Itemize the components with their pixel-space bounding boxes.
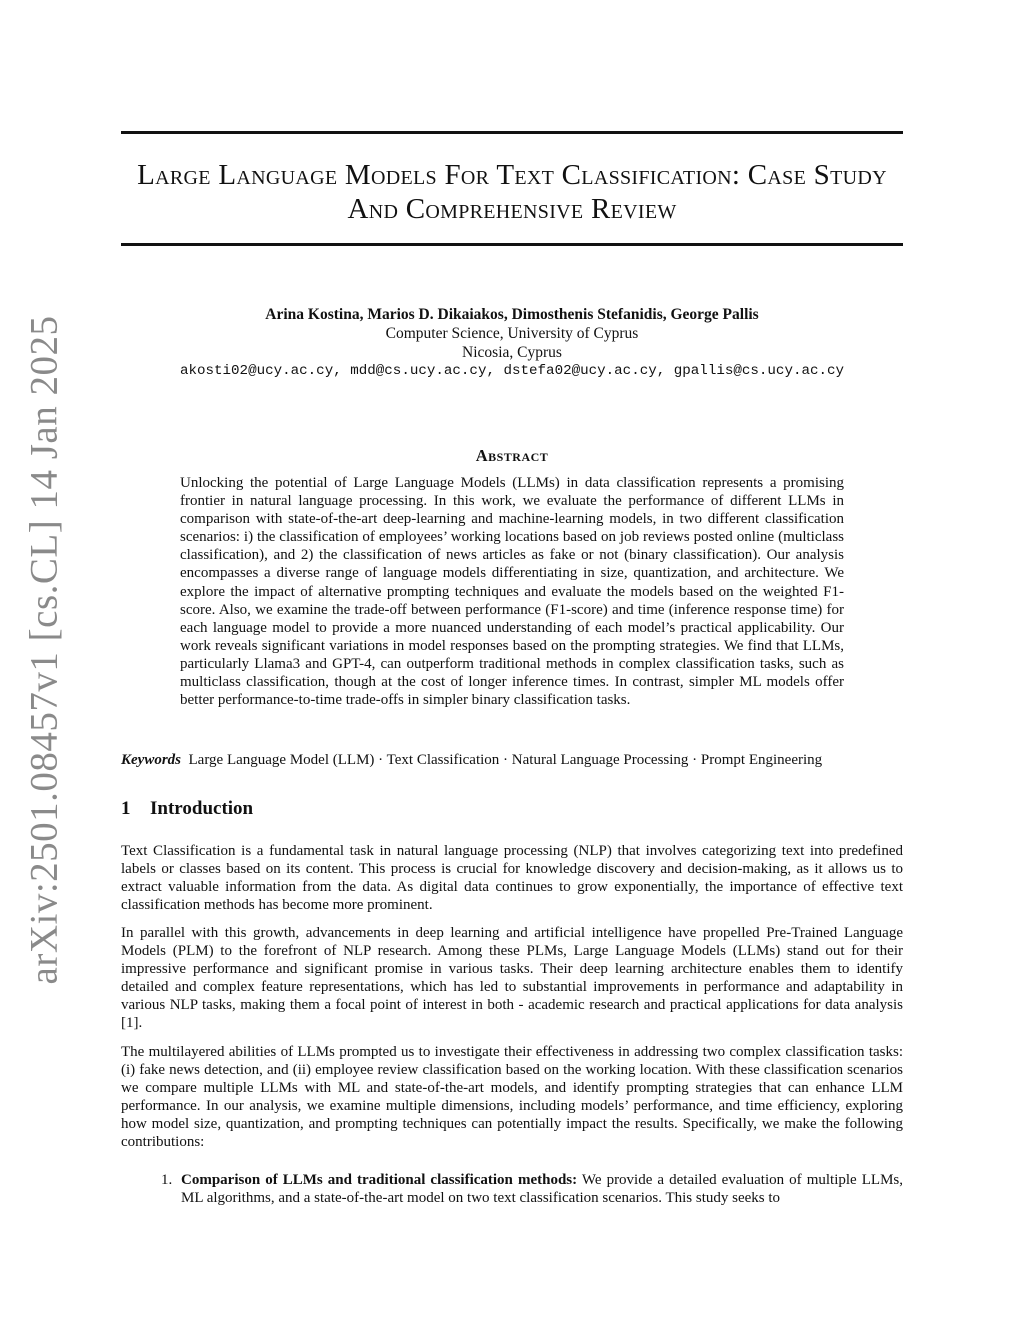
keywords-line: [121, 751, 903, 770]
intro-paragraph: In parallel with this growth, advancements in deep learning and artificial intelligence have propelled Pre-Trained Language Models (PLM) to the forefront of NLP research. Among these PLMs, Large Language Models (LLMs) stand out for their impressive performance and significant promise in various tasks. Their deep learning architecture enables them to identify detailed and complex feature representations, which has led to substantial improvements in performance and adaptability in various NLP tasks, making them a focal point of interest in both - academic research and practical applications for data analysis [1].: [121, 925, 903, 1032]
author-names: Arina Kostina, Marios D. Dikaiakos, Dimosthenis Stefanidis, George Pallis: [265, 306, 759, 323]
arxiv-identifier: arXiv:2501.08457v1 [cs.CL] 14 Jan 2025: [22, 315, 66, 985]
keywords-label: Keywords: [121, 752, 181, 768]
abstract-heading: Abstract: [475, 446, 549, 465]
contribution-lead: Comparison of LLMs and traditional classification methods:: [181, 1172, 578, 1188]
affiliation-location: Nicosia, Cyprus: [462, 344, 562, 361]
intro-paragraph: Text Classification is a fundamental task in natural language processing (NLP) that involves categorizing text into predefined labels or classes based on its content. This process is crucial for knowledge discovery and decision-making, as it allows us to extract valuable information from the data. As digital data continues to grow exponentially, the importance of effective text classification methods has become more prominent.: [121, 843, 903, 914]
title-bottom-rule: [121, 243, 903, 246]
contribution-item: [121, 1171, 903, 1207]
section-title: Introduction: [150, 798, 254, 819]
section-heading: [121, 798, 253, 820]
author-block: [121, 305, 903, 381]
contribution-content: [181, 1171, 903, 1207]
affiliation-department: Computer Science, University of Cyprus: [385, 325, 639, 342]
title-top-rule: [121, 131, 903, 134]
section-number: 1: [121, 798, 131, 819]
list-marker: 1.: [161, 1172, 173, 1188]
contribution-text: We provide a detailed evaluation of multiple LLMs, ML algorithms, and a state-of-the-art model on two text classification scenarios. This study seeks to: [181, 1172, 903, 1207]
intro-paragraph: The multilayered abilities of LLMs prompted us to investigate their effectiveness in addressing two complex classification tasks: (i) fake news detection, and (ii) employee review classification based on the working location. With these classification scenarios we compare multiple LLMs with ML and state-of-the-art models, and identify prompting strategies that can enhance LLM performance. In our analysis, we examine multiple dimensions, including models’ performance, and time efficiency, exploring how model size, quantization, and prompting techniques can potentially impact the results. Specifically, we make the following contributions:: [121, 1044, 903, 1151]
keywords-list: Large Language Model (LLM) · Text Classification · Natural Language Processing · Prompt Engineering: [188, 752, 823, 768]
author-emails: akosti02@ucy.ac.cy, mdd@cs.ucy.ac.cy, dstefa02@ucy.ac.cy, gpallis@cs.ucy.ac.cy: [179, 363, 845, 379]
paper-title: Large Language Models For Text Classification: Case Study And Comprehensive Review: [137, 159, 887, 225]
abstract-text: Unlocking the potential of Large Language Models (LLMs) in data classification represents a promising frontier in natural language processing. In this work, we evaluate the performance of different LLMs in comparison with state-of-the-art deep-learning and machine-learning models, in two different classification scenarios: i) the classification of employees’ working locations based on job reviews posted online (multiclass classification), and 2) the classification of news articles as fake or not (binary classification). Our analysis encompasses a diverse range of language models differentiating in size, quantization, and architecture. We explore the impact of alternative prompting techniques and evaluate the models based on the weighted F1-score. Also, we examine the trade-off between performance (F1-score) and time (inference response time) for each language model to provide a more nuanced understanding of each model’s practical applicability. Our work reveals significant variations in model responses based on the prompting strategies. We find that LLMs, particularly Llama3 and GPT-4, can outperform traditional methods in complex classification tasks, such as multiclass classification, though at the cost of longer inference times. In contrast, simpler ML models offer better performance-to-time trade-offs in simpler binary classification tasks.: [180, 475, 844, 709]
